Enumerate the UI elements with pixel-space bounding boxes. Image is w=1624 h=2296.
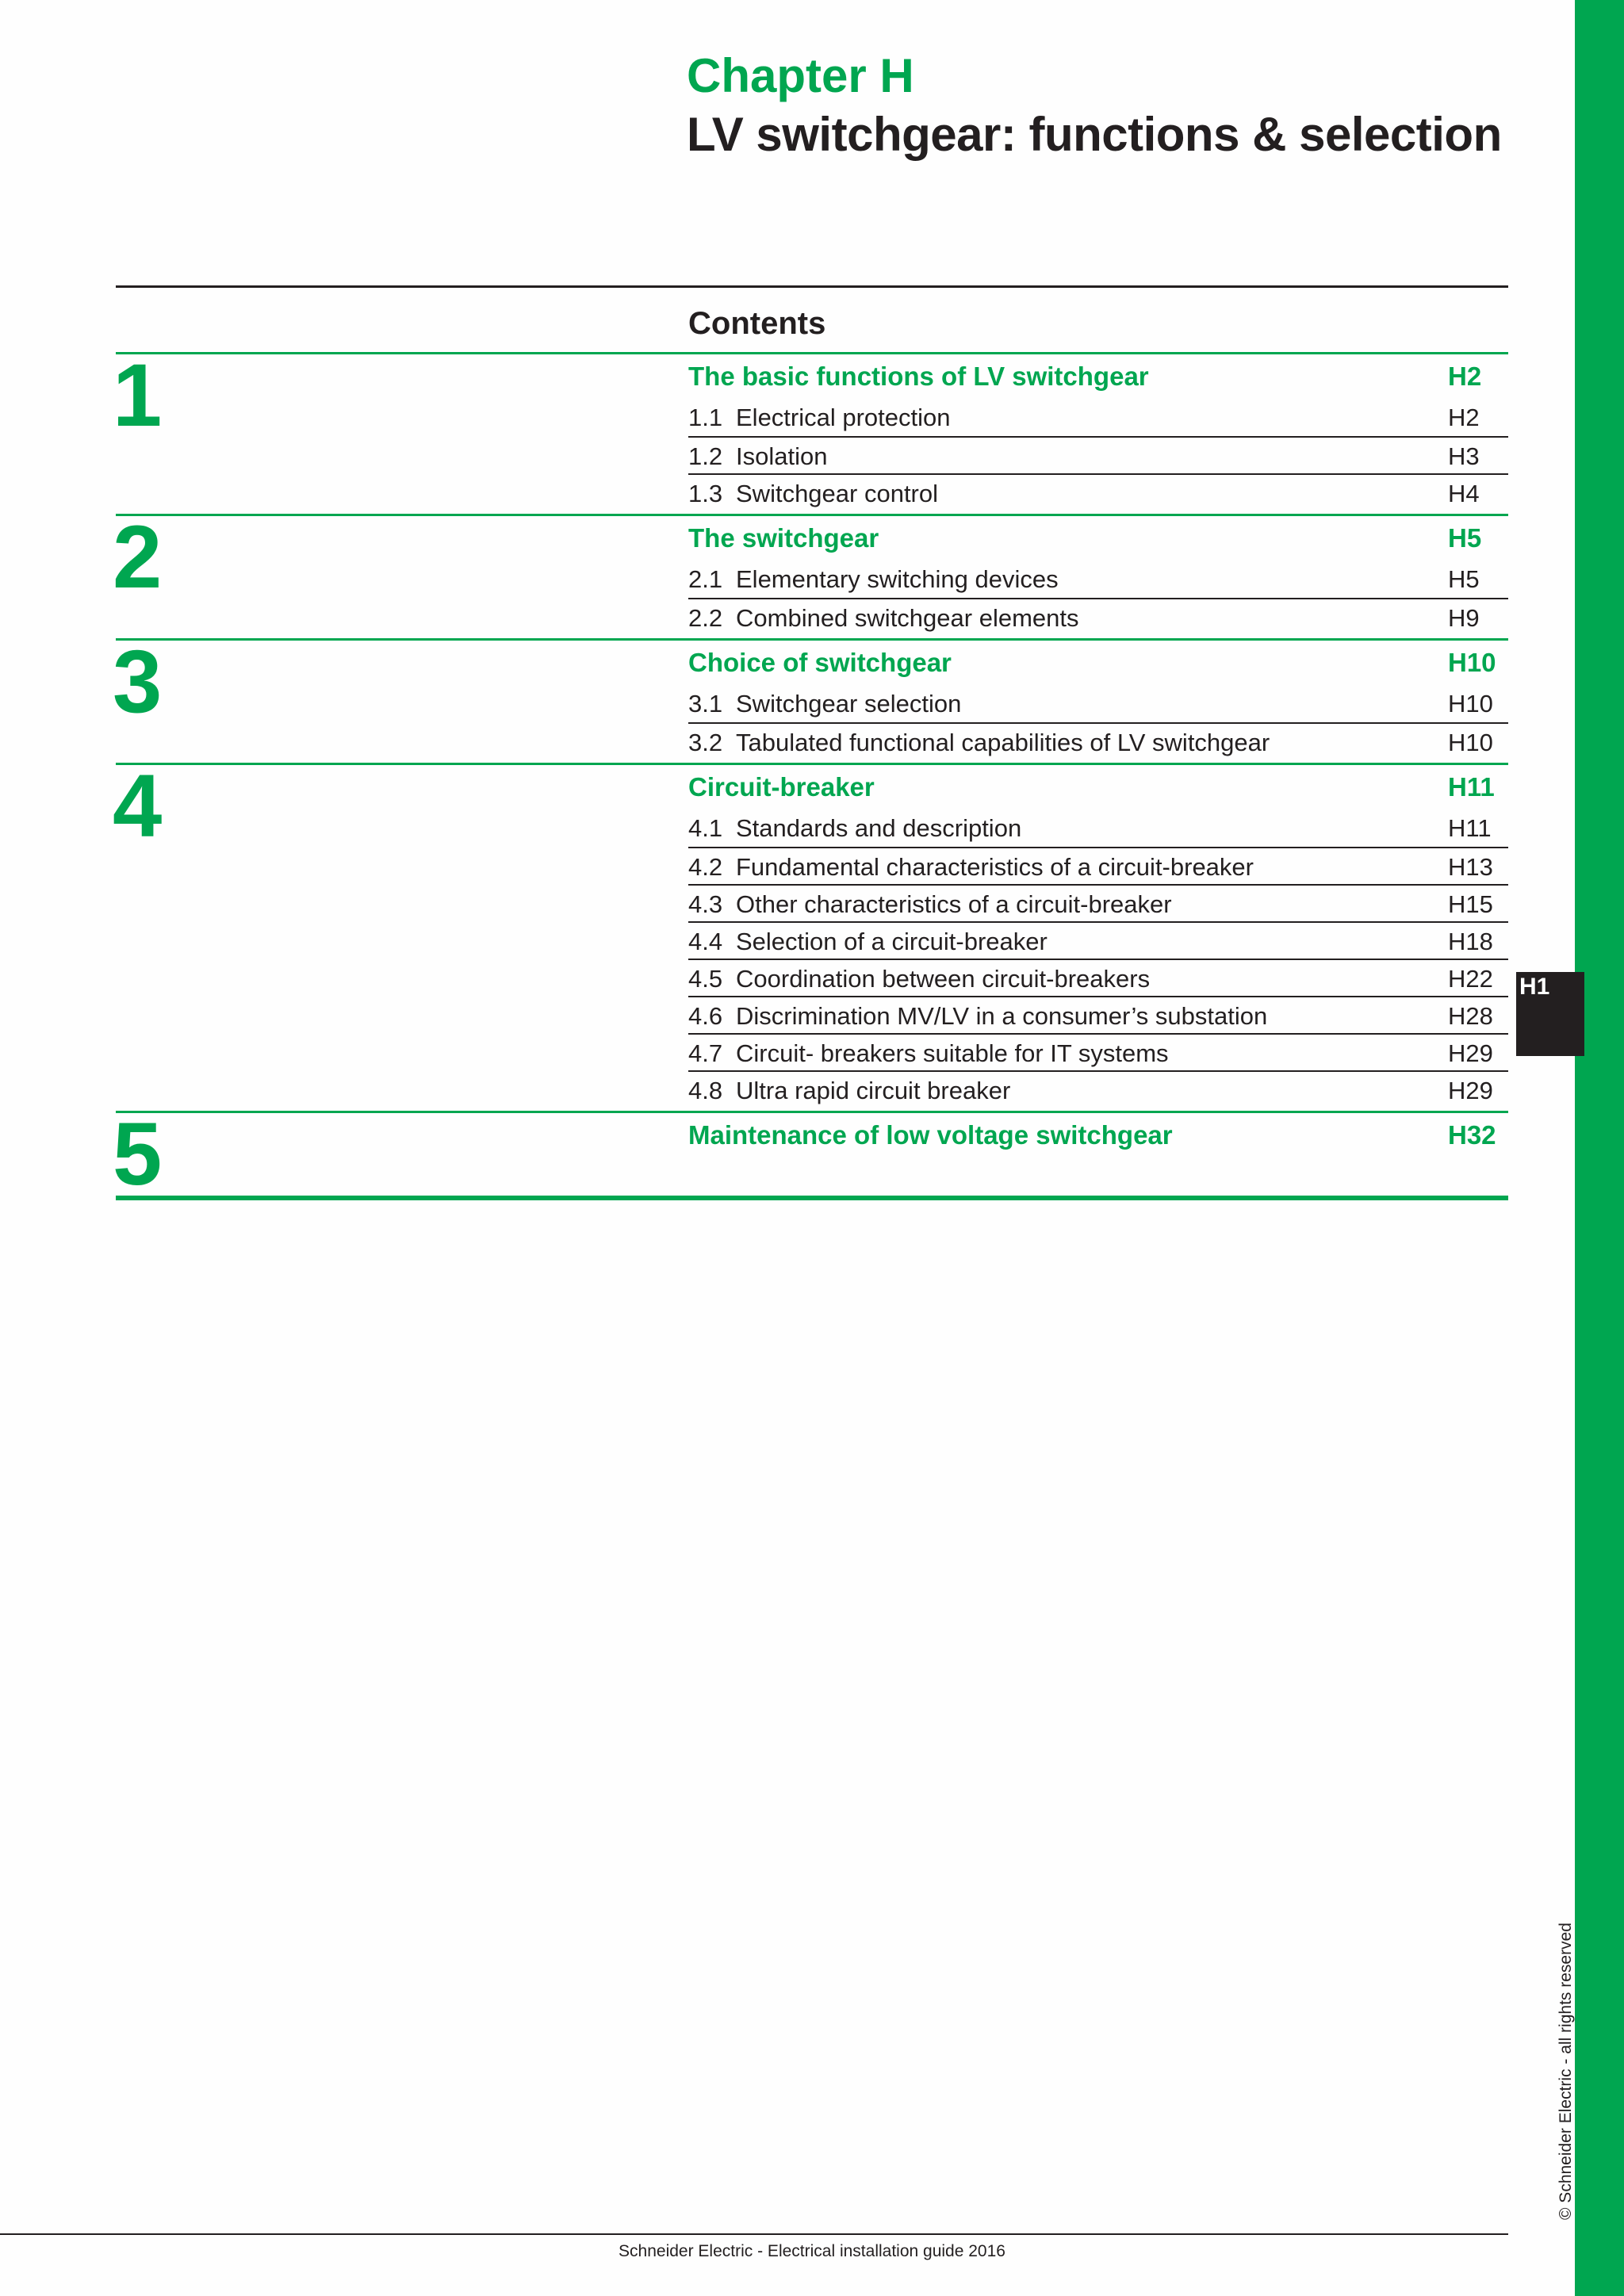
subsection-title: Elementary switching devices [736,565,1059,593]
copyright-notice: © Schneider Electric - all rights reserved [1557,1923,1575,2220]
page-number-label: H1 [1519,974,1550,1000]
subsection-row[interactable] [688,436,1508,473]
subsection-number: 1.1 [688,404,723,431]
subsection-title: Standards and description [736,814,1022,842]
subsection-title: Switchgear selection [736,690,962,718]
section-number: 1 [113,346,161,445]
subsection-number: 4.7 [688,1039,723,1067]
subsection-row[interactable] [688,809,1508,847]
subsection-number: 3.2 [688,729,723,756]
subsection-page-ref: H29 [1448,1039,1493,1067]
chapter-title: LV switchgear: functions & selection [687,108,1502,161]
subsection-title: Fundamental characteristics of a circuit-breaker [736,853,1254,881]
subsection-row[interactable] [688,1033,1508,1070]
section-page-ref: H2 [1448,362,1482,391]
subsection-page-ref: H3 [1448,442,1480,470]
contents-heading: Contents [688,306,826,341]
subsection-title: Switchgear control [736,480,939,507]
subsection-title: Coordination between circuit-breakers [736,965,1151,993]
section-heading-link[interactable] [688,765,1508,809]
subsection-number: 4.1 [688,814,723,842]
subsection-number: 2.1 [688,565,723,593]
section-number: 5 [113,1104,161,1203]
table-of-contents [0,346,1624,1203]
section-number: 2 [113,507,161,607]
subsection-row[interactable] [688,921,1508,959]
section-page-ref: H5 [1448,523,1482,553]
subsection-page-ref: H18 [1448,928,1493,955]
subsection-row[interactable] [688,722,1508,760]
subsection-number: 2.2 [688,604,723,632]
section-title: Choice of switchgear [688,648,952,677]
subsection-page-ref: H10 [1448,690,1493,718]
page-footer: Schneider Electric - Electrical installation guide 2016 [619,2242,1005,2260]
subsection-title: Circuit- breakers suitable for IT systems [736,1039,1169,1067]
section-heading-link[interactable] [688,354,1508,399]
toc-section [113,346,1508,514]
subsection-row[interactable] [688,598,1508,635]
footer-divider [0,2233,1508,2235]
subsection-row[interactable] [688,561,1508,598]
subsection-number: 4.4 [688,928,723,955]
section-heading-link[interactable] [688,641,1508,685]
toc-section [113,1104,1508,1203]
header-divider [116,285,1508,288]
subsection-page-ref: H4 [1448,480,1480,507]
subsection-row[interactable] [688,473,1508,511]
subsection-number: 4.3 [688,890,723,918]
section-title: The basic functions of LV switchgear [688,362,1149,391]
subsection-row[interactable] [688,959,1508,996]
toc-section [113,507,1508,638]
section-heading-link[interactable] [688,1113,1508,1158]
subsection-title: Discrimination MV/LV in a consumer’s substation [736,1002,1268,1030]
subsection-page-ref: H28 [1448,1002,1493,1030]
section-title: The switchgear [688,523,879,553]
section-page-ref: H32 [1448,1120,1496,1150]
section-heading-link[interactable] [688,516,1508,561]
subsection-title: Ultra rapid circuit breaker [736,1077,1011,1104]
subsection-page-ref: H29 [1448,1077,1493,1104]
subsection-page-ref: H11 [1448,814,1492,842]
subsection-row[interactable] [688,1070,1508,1108]
section-page-ref: H11 [1448,772,1495,802]
subsection-page-ref: H22 [1448,965,1493,993]
subsection-row[interactable] [688,996,1508,1033]
section-spacer [116,1158,1508,1196]
subsection-page-ref: H5 [1448,565,1480,593]
section-title: Circuit-breaker [688,772,875,802]
subsection-number: 4.8 [688,1077,723,1104]
subsection-number: 4.5 [688,965,723,993]
subsection-page-ref: H15 [1448,890,1493,918]
subsection-title: Selection of a circuit-breaker [736,928,1048,955]
subsection-row[interactable] [688,847,1508,884]
subsection-title: Tabulated functional capabilities of LV switchgear [736,729,1270,756]
subsection-title: Other characteristics of a circuit-breaker [736,890,1172,918]
section-number: 4 [113,756,161,855]
subsection-row[interactable] [688,399,1508,436]
subsection-page-ref: H10 [1448,729,1493,756]
section-number: 3 [113,632,161,731]
subsection-row[interactable] [688,884,1508,921]
subsection-page-ref: H9 [1448,604,1480,632]
subsection-number: 4.6 [688,1002,723,1030]
subsection-page-ref: H2 [1448,404,1480,431]
subsection-page-ref: H13 [1448,853,1493,881]
section-page-ref: H10 [1448,648,1496,677]
subsection-title: Isolation [736,442,828,470]
subsection-row[interactable] [688,685,1508,722]
section-title: Maintenance of low voltage switchgear [688,1120,1173,1150]
subsection-number: 1.3 [688,480,723,507]
toc-section [113,756,1508,1111]
chapter-label: Chapter H [687,49,914,102]
subsection-number: 4.2 [688,853,723,881]
subsection-title: Combined switchgear elements [736,604,1079,632]
subsection-title: Electrical protection [736,404,951,431]
subsection-number: 3.1 [688,690,723,718]
subsection-number: 1.2 [688,442,723,470]
toc-section [113,632,1508,763]
